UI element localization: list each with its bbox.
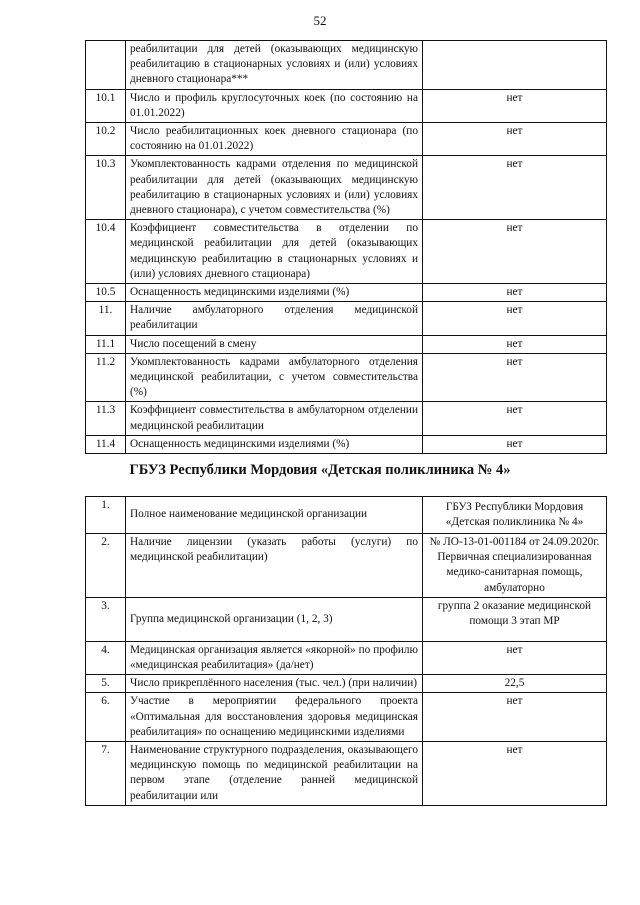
row-value: нет [423,641,607,674]
row-text: Полное наименование медицинской организации [126,497,423,534]
row-number [86,41,126,90]
page-number: 52 [313,13,327,28]
row-value: нет [423,742,607,806]
row-number: 10.5 [86,284,126,302]
row-value: нет [423,284,607,302]
row-text: Участие в мероприятии федерального проекта «Оптимальная для восстановления здоровья медицинская реабилитация» по оснащению медицинскими изделиями [126,693,423,742]
row-value: нет [423,156,607,220]
row-value [423,41,607,90]
table-row [86,675,607,693]
row-value: нет [423,693,607,742]
row-value: нет [423,220,607,284]
table-row [86,693,607,742]
table-row [86,641,607,674]
row-value: нет [423,353,607,402]
row-value: № ЛО-13-01-001184 от 24.09.2020г. Первичная специализированная медико-санитарная помощь, амбулаторно [423,534,607,598]
row-number: 10.3 [86,156,126,220]
table-row [86,435,607,453]
row-number: 5. [86,675,126,693]
table-organization-info [85,496,607,806]
table-row [86,123,607,156]
table-row [86,534,607,598]
table-row [86,597,607,641]
row-number: 2. [86,534,126,598]
row-number: 10.4 [86,220,126,284]
row-value: нет [423,302,607,335]
row-number: 1. [86,497,126,534]
table-row [86,89,607,122]
table-row [86,497,607,534]
row-text: Коэффициент совместительства в отделении по медицинской реабилитации для детей (оказывающих медицинскую реабилитацию в стационарных условиях и (или) условиях дневного стационара) [126,220,423,284]
row-value: нет [423,402,607,435]
row-value: нет [423,89,607,122]
row-text: Коэффициент совместительства в амбулаторном отделении медицинской реабилитации [126,402,423,435]
row-number: 11.3 [86,402,126,435]
row-number: 10.2 [86,123,126,156]
row-text: Число прикреплённого населения (тыс. чел.) (при наличии) [126,675,423,693]
table-row [86,402,607,435]
row-text: Наличие амбулаторного отделения медицинской реабилитации [126,302,423,335]
row-number: 11.4 [86,435,126,453]
row-number: 11. [86,302,126,335]
row-text: Укомплектованность кадрами отделения по медицинской реабилитации для детей (оказывающих медицинскую реабилитацию в стационарных условиях и (или) условиях дневного стационара), с учетом совместительства (%) [126,156,423,220]
row-number: 3. [86,597,126,641]
row-value: 22,5 [423,675,607,693]
row-number: 11.1 [86,335,126,353]
row-value: группа 2 оказание медицинской помощи 3 этап МР [423,597,607,641]
row-text: Группа медицинской организации (1, 2, 3) [126,597,423,641]
row-value: нет [423,123,607,156]
section-heading: ГБУЗ Республики Мордовия «Детская поликлиника № 4» [129,462,511,478]
table-row [86,335,607,353]
row-value: нет [423,335,607,353]
row-number: 7. [86,742,126,806]
row-number: 10.1 [86,89,126,122]
row-text: Оснащенность медицинскими изделиями (%) [126,435,423,453]
table-rehab-indicators [85,40,607,454]
row-text: Число и профиль круглосуточных коек (по состоянию на 01.01.2022) [126,89,423,122]
row-text: Наименование структурного подразделения, оказывающего медицинскую помощь по медицинской реабилитации на первом этапе (отделение ранней медицинской реабилитации или [126,742,423,806]
row-number: 6. [86,693,126,742]
table-row [86,284,607,302]
table-row [86,742,607,806]
row-number: 4. [86,641,126,674]
table-row [86,156,607,220]
row-text: Укомплектованность кадрами амбулаторного отделения медицинской реабилитации, с учетом совместительства (%) [126,353,423,402]
row-text: Число посещений в смену [126,335,423,353]
table-row [86,220,607,284]
row-value: ГБУЗ Республики Мордовия «Детская поликлиника № 4» [423,497,607,534]
row-text: Оснащенность медицинскими изделиями (%) [126,284,423,302]
row-value: нет [423,435,607,453]
table-row [86,302,607,335]
row-text: Число реабилитационных коек дневного стационара (по состоянию на 01.01.2022) [126,123,423,156]
table-row [86,41,607,90]
table-row [86,353,607,402]
row-text: Медицинская организация является «якорной» по профилю «медицинская реабилитация» (да/нет) [126,641,423,674]
row-text: Наличие лицензии (указать работы (услуги) по медицинской реабилитации) [126,534,423,598]
row-text: реабилитации для детей (оказывающих медицинскую реабилитацию в стационарных условиях и (или) условиях дневного стационара*** [126,41,423,90]
row-number: 11.2 [86,353,126,402]
